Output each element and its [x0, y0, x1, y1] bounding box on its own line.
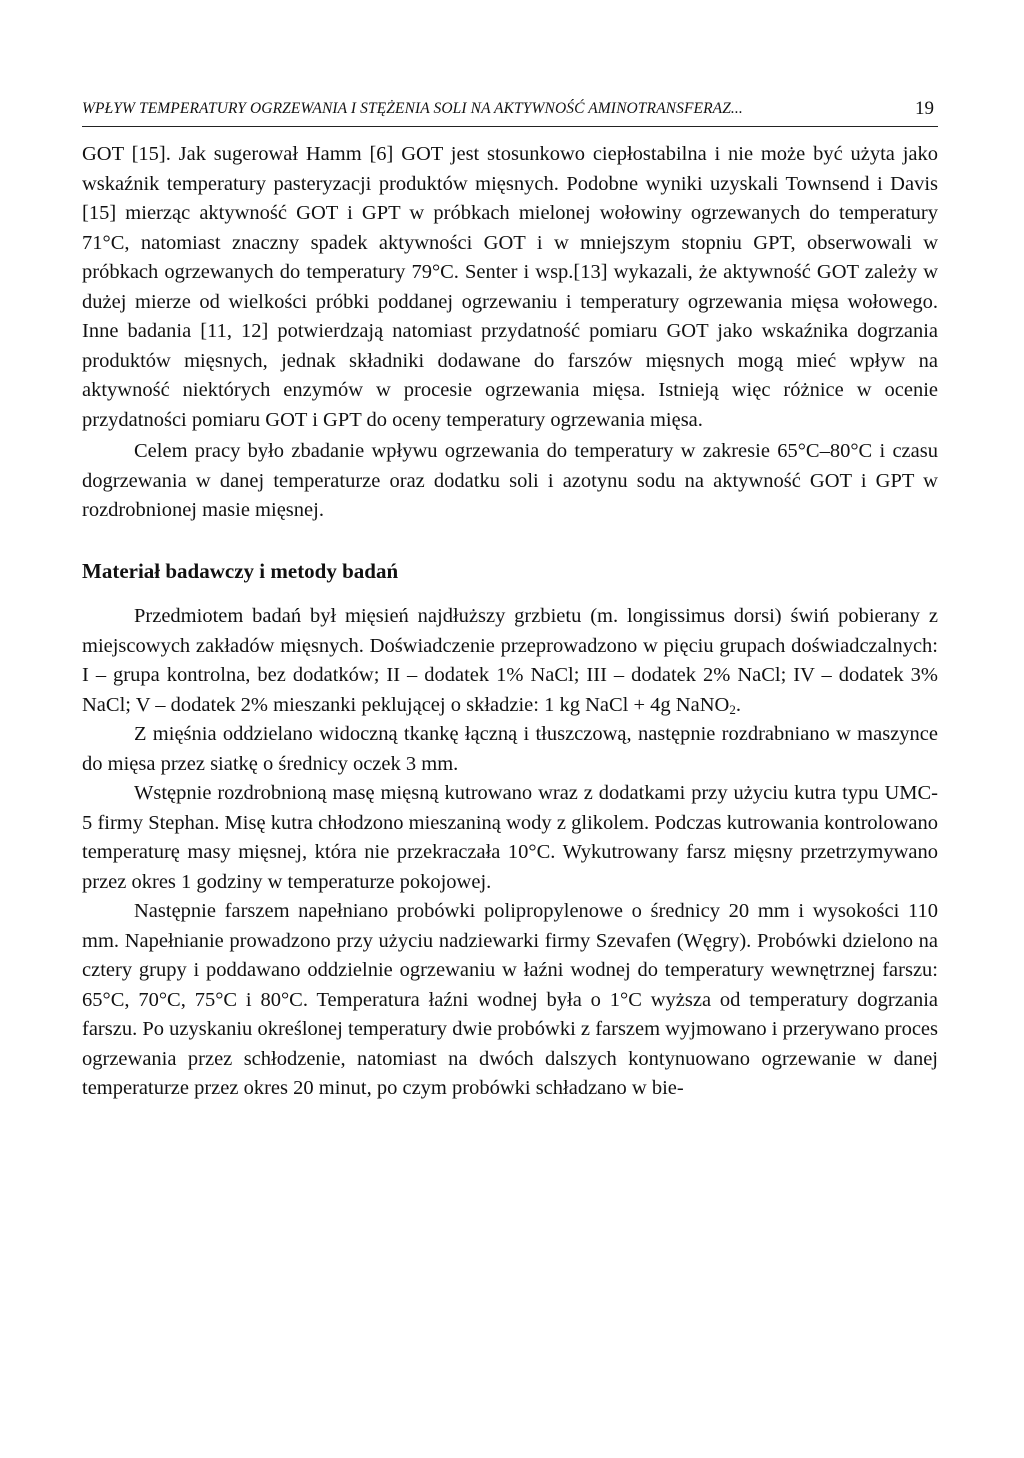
body-text — [82, 140, 938, 1104]
paragraph-materials-text: Przedmiotem badań był mięsień najdłuższy grzbietu (m. longissimus dorsi) świń pobierany z miejscowych zakładów mięsnych. Doświadczenie przeprowadzono w pięciu grupach doświadczalnych: I – grupa kontrolna, bez dodatków; II – dodatek 1% NaCl; III – dodatek 2% NaCl; IV – dodatek 3% NaCl; V – dodatek 2% mieszanki peklującej o składzie: 1 kg NaCl + 4g NaNO — [82, 605, 938, 716]
paragraph-intro-continued: GOT [15]. Jak sugerował Hamm [6] GOT jest stosunkowo ciepłostabilna i nie może być użyta jako wskaźnik temperatury pasteryzacji produktów mięsnych. Podobne wyniki uzyskali Townsend i Davis [15] mierząc aktywność GOT i GPT w próbkach mielonej wołowiny ogrzewanych do temperatury 71°C, natomiast znaczny spadek aktywności GOT i w mniejszym stopniu GPT, obserwowali w próbkach ogrzewanych do temperatury 79°C. Senter i wsp.[13] wykazali, że aktywność GOT zależy w dużej mierze od wielkości próbki poddanej ogrzewaniu i temperatury ogrzewania mięsa wołowego. Inne badania [11, 12] potwierdzają natomiast przydatność pomiaru GOT jako wskaźnika dogrzania produktów mięsnych, jednak składniki dodawane do farszów mięsnych mogą mieć wpływ na aktywność niektórych enzymów w procesie ogrzewania mięsa. Istnieją więc różnice w ocenie przydatności pomiaru GOT i GPT do oceny temperatury ogrzewania mięsa. — [82, 143, 938, 431]
paragraph-materials-end: . — [735, 693, 741, 716]
paragraph-mincing: Z mięśnia oddzielano widoczną tkankę łączną i tłuszczową, następnie rozdrabniano w maszynce do mięsa przez siatkę o średnicy oczek 3 mm. — [82, 723, 938, 775]
paragraph-materials — [82, 602, 938, 720]
paragraph-cutting: Wstępnie rozdrobnioną masę mięsną kutrowano wraz z dodatkami przy użyciu kutra typu UMC-5 firmy Stephan. Misę kutra chłodzono mieszaniną wody z glikolem. Podczas kutrowania kontrolowano temperaturę masy mięsnej, która nie przekraczała 10°C. Wykutrowany farsz mięsny przetrzymywano przez okres 1 godziny w temperaturze pokojowej. — [82, 782, 938, 893]
subscript-two: 2 — [729, 701, 736, 717]
page-number: 19 — [915, 98, 934, 119]
paragraph-aim: Celem pracy było zbadanie wpływu ogrzewania do temperatury w zakresie 65°C–80°C i czasu dogrzewania w danej temperaturze oraz dodatku soli i azotynu sodu na aktywność GOT i GPT w rozdrobnionej masie mięsnej. — [82, 440, 938, 521]
running-header — [82, 86, 938, 127]
paragraph-heating: Następnie farszem napełniano probówki polipropylenowe o średnicy 20 mm i wysokości 110 mm. Napełnianie prowadzono przy użyciu nadziewarki firmy Szevafen (Węgry). Probówki dzielono na cztery grupy i poddawano oddzielnie ogrzewaniu w łaźni wodnej do temperatury wewnętrznej farszu: 65°C, 70°C, 75°C i 80°C. Temperatura łaźni wodnej była o 1°C wyższa od temperatury dogrzania farszu. Po uzyskaniu określonej temperatury dwie probówki z farszem wyjmowano i przerywano proces ogrzewania przez schłodzenie, natomiast na dwóch dalszych kontynuowano ogrzewanie w danej temperaturze przez okres 20 minut, po czym probówki schładzano w bie- — [82, 900, 938, 1099]
running-title: WPŁYW TEMPERATURY OGRZEWANIA I STĘŻENIA SOLI NA AKTYWNOŚĆ AMINOTRANSFERAZ... — [82, 100, 743, 117]
section-heading-materials-methods: Materiał badawczy i metody badań — [82, 558, 399, 583]
